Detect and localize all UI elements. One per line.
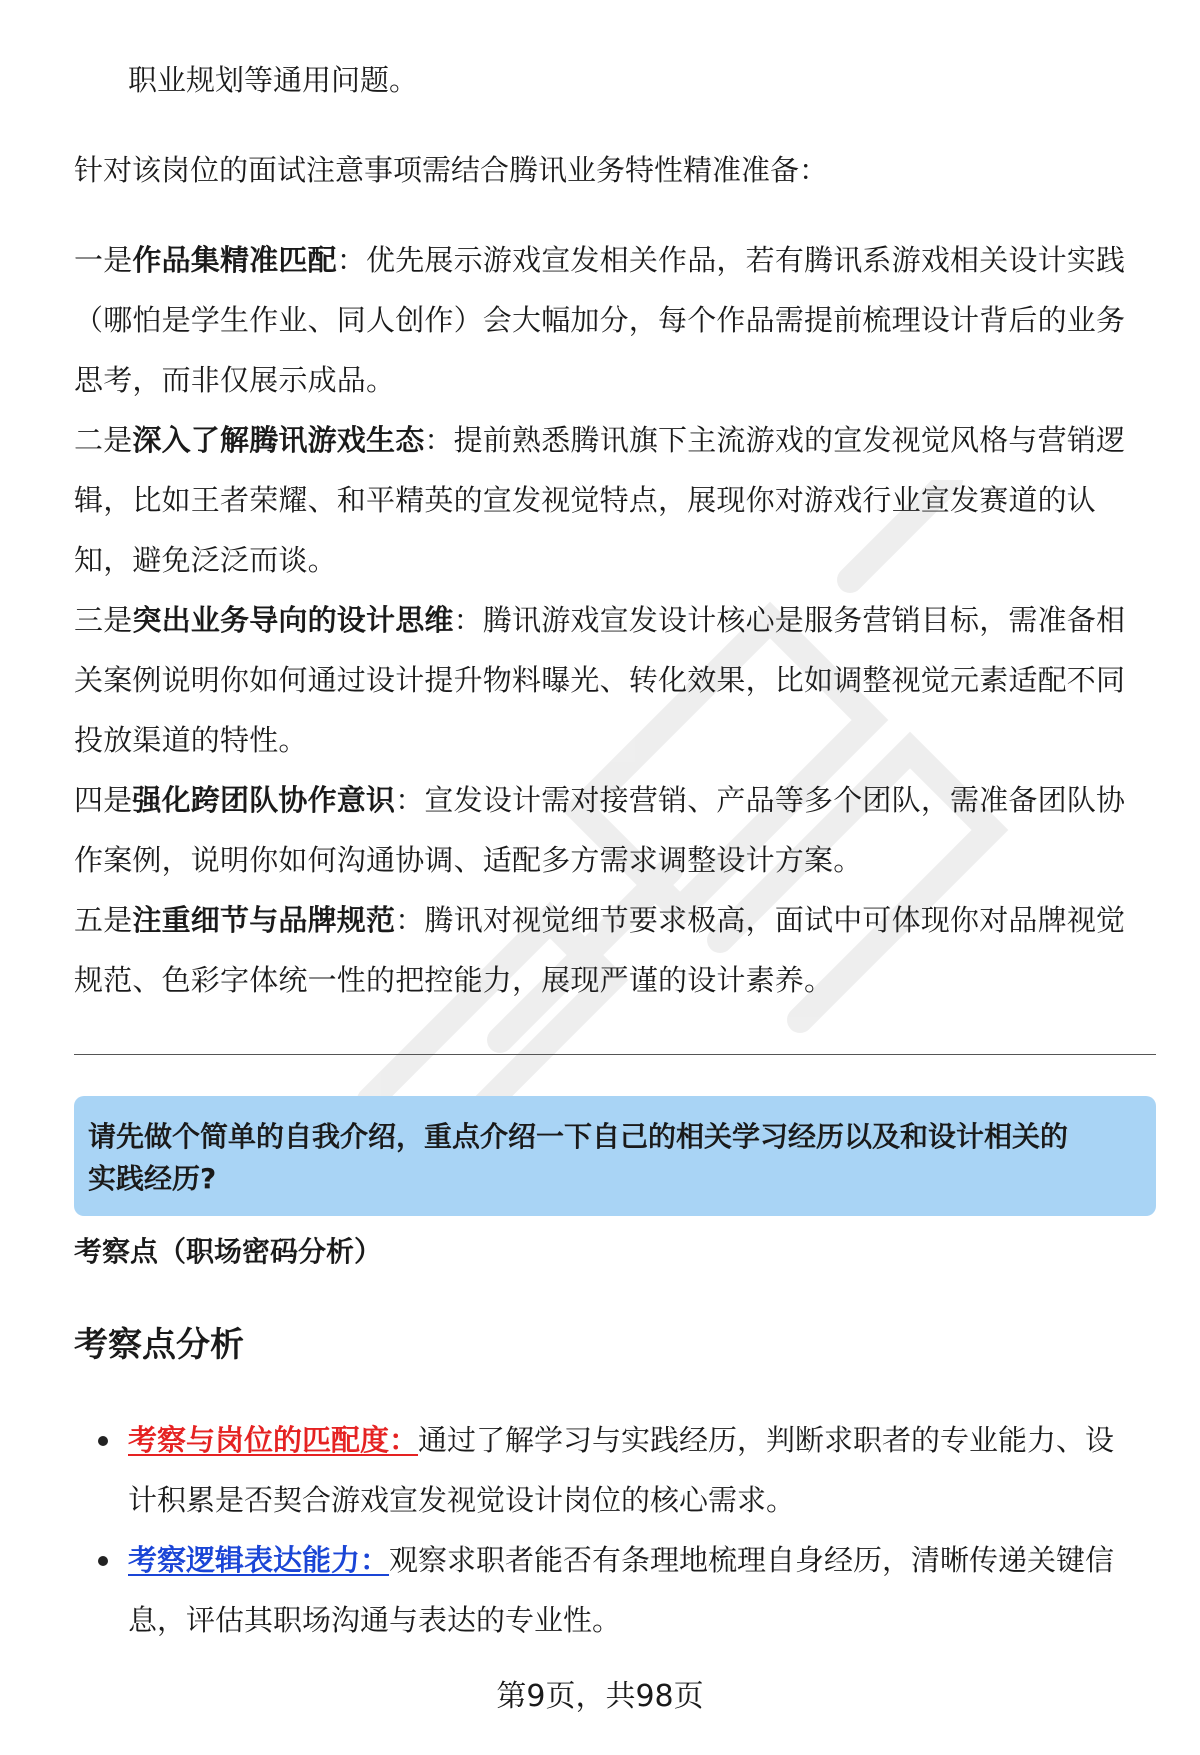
bullet-line xyxy=(74,1410,1156,1470)
analysis-list xyxy=(74,1410,1156,1650)
bullet-text: 观察求职者能否有条理地梳理自身经历，清晰传递关键信 xyxy=(389,1543,1115,1577)
tip-prefix: 五是 xyxy=(74,903,133,937)
analysis-heading: 考察点分析 xyxy=(74,1325,244,1365)
tip-line xyxy=(74,230,1156,290)
question-line: 请先做个简单的自我介绍，重点介绍一下自己的相关学习经历以及和设计相关的 xyxy=(88,1120,1069,1153)
bullet-line xyxy=(74,1530,1156,1590)
tip-keyword: 深入了解腾讯游戏生态 xyxy=(132,423,425,457)
tip-line: 知，避免泛泛而谈。 xyxy=(74,543,337,577)
tip-text: ：腾讯游戏宣发设计核心是服务营销目标，需准备相 xyxy=(453,603,1126,637)
question-box xyxy=(74,1096,1156,1216)
bullet-lead-link[interactable]: 考察逻辑表达能力： xyxy=(128,1543,390,1577)
tip-item xyxy=(74,230,1156,410)
tip-text: ：提前熟悉腾讯旗下主流游戏的宣发视觉风格与营销逻 xyxy=(424,423,1126,457)
tip-keyword: 注重细节与品牌规范 xyxy=(132,903,396,937)
bullet-dot-icon xyxy=(98,1556,108,1566)
continuation-text: 职业规划等通用问题。 xyxy=(128,63,419,97)
tip-text: ：优先展示游戏宣发相关作品，若有腾讯系游戏相关设计实践 xyxy=(336,243,1126,277)
bullet-line: 息，评估其职场沟通与表达的专业性。 xyxy=(128,1603,622,1637)
tip-line: 作案例，说明你如何沟通协调、适配多方需求调整设计方案。 xyxy=(74,843,863,877)
tip-keyword: 突出业务导向的设计思维 xyxy=(132,603,454,637)
tip-line: 投放渠道的特性。 xyxy=(74,723,308,757)
tip-line xyxy=(74,890,1156,950)
tip-line xyxy=(74,770,1156,830)
tip-text: ：宣发设计需对接营销、产品等多个团队，需准备团队协 xyxy=(395,783,1126,817)
tip-line: 规范、色彩字体统一性的把控能力，展现严谨的设计素养。 xyxy=(74,963,834,997)
tip-item xyxy=(74,890,1156,1010)
tips-list xyxy=(74,230,1156,1010)
list-item xyxy=(74,1530,1156,1650)
bullet-text: 通过了解学习与实践经历，判断求职者的专业能力、设 xyxy=(418,1423,1115,1457)
exam-point-label: 考察点（职场密码分析） xyxy=(74,1235,383,1268)
tip-line: （哪怕是学生作业、同人创作）会大幅加分，每个作品需提前梳理设计背后的业务 xyxy=(74,303,1126,337)
page-number: 第9页，共98页 xyxy=(496,1679,704,1714)
tip-keyword: 作品集精准匹配 xyxy=(132,243,337,277)
tip-line: 思考，而非仅展示成品。 xyxy=(74,363,396,397)
section-divider xyxy=(74,1054,1156,1055)
tip-line: 关案例说明你如何通过设计提升物料曝光、转化效果，比如调整视觉元素适配不同 xyxy=(74,663,1126,697)
question-line: 实践经历? xyxy=(88,1162,217,1195)
tip-keyword: 强化跨团队协作意识 xyxy=(132,783,396,817)
tip-item xyxy=(74,770,1156,890)
intro-paragraph: 针对该岗位的面试注意事项需结合腾讯业务特性精准准备： xyxy=(74,153,829,187)
tip-prefix: 三是 xyxy=(74,603,133,637)
tip-prefix: 一是 xyxy=(74,243,133,277)
tip-item xyxy=(74,410,1156,590)
tip-text: ：腾讯对视觉细节要求极高，面试中可体现你对品牌视觉 xyxy=(395,903,1126,937)
list-item xyxy=(74,1410,1156,1530)
tip-line xyxy=(74,590,1156,650)
tip-prefix: 四是 xyxy=(74,783,133,817)
tip-line: 辑，比如王者荣耀、和平精英的宣发视觉特点，展现你对游戏行业宣发赛道的认 xyxy=(74,483,1097,517)
bullet-line: 计积累是否契合游戏宣发视觉设计岗位的核心需求。 xyxy=(128,1483,796,1517)
tip-line xyxy=(74,410,1156,470)
bullet-lead-link[interactable]: 考察与岗位的匹配度： xyxy=(128,1423,419,1457)
tip-item xyxy=(74,590,1156,770)
tip-prefix: 二是 xyxy=(74,423,133,457)
bullet-dot-icon xyxy=(98,1436,108,1446)
